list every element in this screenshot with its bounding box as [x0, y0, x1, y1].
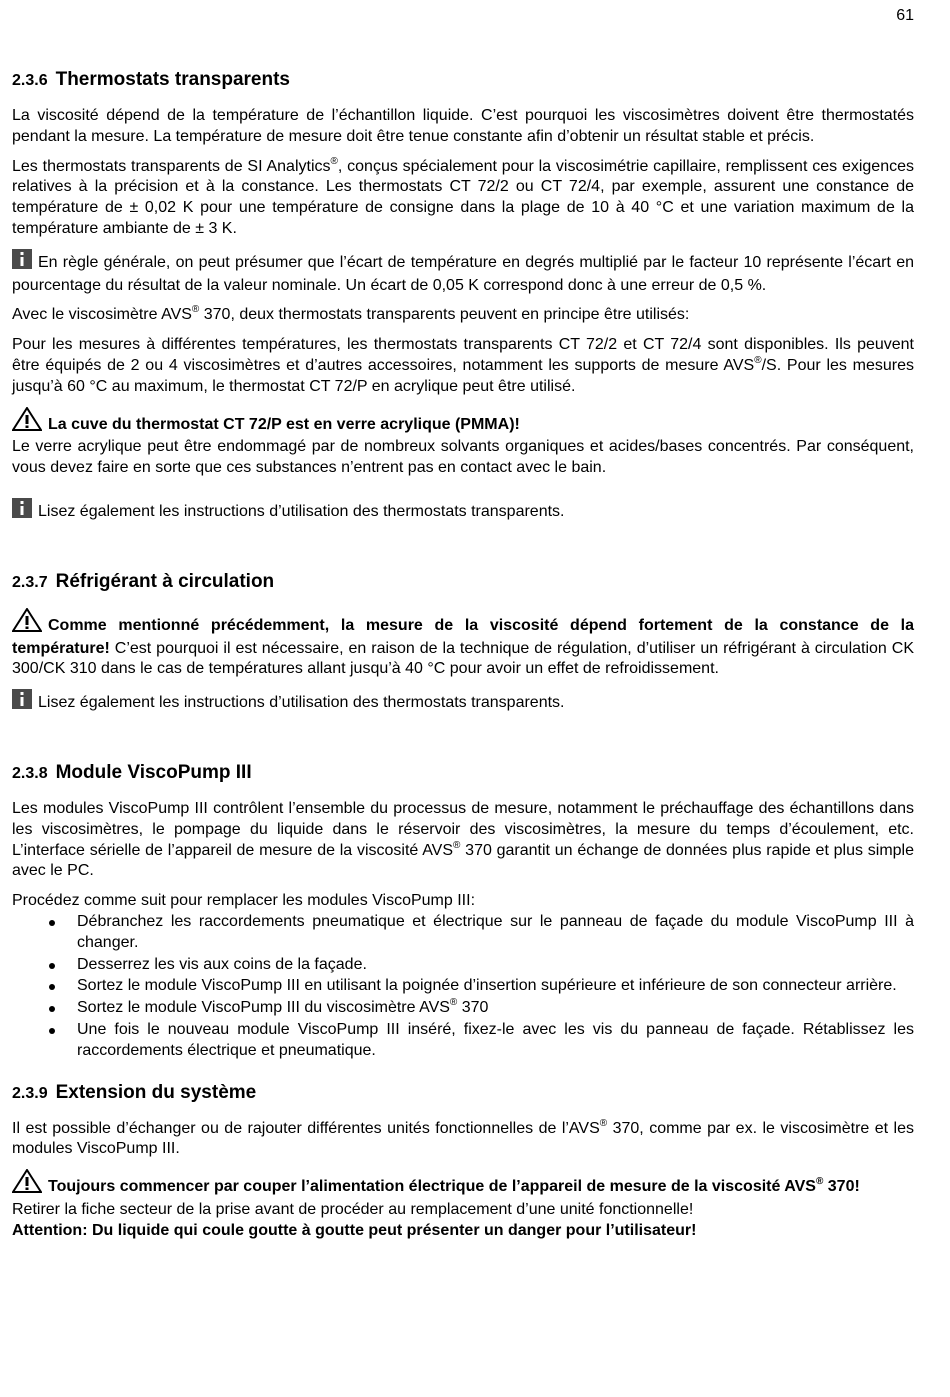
section-heading-2-3-7: [12, 570, 914, 595]
section-title: Extension du système: [55, 1081, 257, 1103]
section-number: 2.3.6: [12, 72, 48, 89]
registered-mark: ®: [599, 1117, 608, 1129]
section-title: Réfrigérant à circulation: [55, 570, 275, 592]
info-icon: [12, 689, 32, 716]
registered-mark: ®: [453, 839, 461, 851]
paragraph: Avec le viscosimètre AVS® 370, deux thermostats transparents peuvent en principe être utilisés:: [12, 304, 690, 324]
procedure: Procédez comme suit pour remplacer les modules ViscoPump III: Débranchez les raccordements pneumatique et électrique sur le panneau de façade du module ViscoPump III à changer. Desserrez les vis aux coins de la façade. Sortez le module ViscoPump III en utilisant la poignée d’insertion supérieure et inférieure de son connecteur arrière. Sortez le module ViscoPump III du viscosimètre AVS® 370 Une fois le nouveau module ViscoPump III inséré, fixez-le avec les vis du panneau de façade. Rétablissez les raccordements électrique et pneumatique.: [12, 891, 914, 1061]
section-heading-2-3-8: [12, 761, 914, 786]
registered-mark: ®: [449, 997, 458, 1009]
paragraph: Les thermostats transparents de SI Analytics®, conçus spécialement pour la viscosimétrie capillaire, remplissent ces exigences relatives à la précision et à la constance. Les thermostats CT 72/2 ou CT 72/4, par exemple, assurent une constance de température de ± 0,02 K pour une température de consigne dans la plage de 10 à 40 °C et une variation maximum de la température ambiante de ± 3 K.: [12, 155, 914, 237]
registered-mark: ®: [330, 155, 338, 167]
section-number: 2.3.8: [12, 764, 48, 782]
info-note: Lisez également les instructions d’utilisation des thermostats transparents.: [12, 498, 914, 525]
info-note: Lisez également les instructions d’utilisation des thermostats transparents.: [12, 689, 914, 716]
section-heading-2-3-6: [12, 68, 914, 93]
warning-note: Comme mentionné précédemment, la mesure de la viscosité dépend fortement de la constance de la température! C’est pourquoi il est nécessaire, en raison de la technique de régulation, d’utiliser un réfrigérant à circulation CK 300/CK 310 dans le cas de températures allant jusqu’à 40 °C pour avoir un effet de refroidissement.: [12, 608, 914, 680]
list-item: Une fois le nouveau module ViscoPump III inséré, fixez-le avec les vis du panneau de façade. Rétablissez les raccordements électrique et pneumatique.: [12, 1020, 914, 1062]
warning-note: La cuve du thermostat CT 72/P est en verre acrylique (PMMA)! Le verre acrylique peut être endommagé par de nombreux solvants organiques et acides/bases concentrés. Par conséquent, vous devez faire en sorte que ces substances n’entrent pas en contact avec le bain.: [12, 407, 914, 479]
list-item: Sortez le module ViscoPump III en utilisant la poignée d’insertion supérieure et inférieure de son connecteur arrière.: [12, 976, 914, 997]
section-heading-2-3-9: [12, 1081, 914, 1106]
list-item: Desserrez les vis aux coins de la façade.: [12, 955, 914, 976]
list-item: Sortez le module ViscoPump III du viscosimètre AVS® 370: [12, 998, 914, 1019]
page-number: 61: [896, 7, 914, 24]
registered-mark: ®: [191, 304, 200, 316]
warning-note: Toujours commencer par couper l’alimentation électrique de l’appareil de mesure de la viscosité AVS® 370! Retirer la fiche secteur de la prise avant de procéder au remplacement d’une unité fonctionnelle! Attention: Du liquide qui coule goutte à goutte peut présenter un danger pour l’utilisateur!: [12, 1169, 914, 1241]
paragraph: Pour les mesures à différentes températures, les thermostats transparents CT 72/2 et CT 72/4 sont disponibles. Ils peuvent être équipés de 2 ou 4 viscosimètres et d’autres accessoires, notamment les supports de mesure AVS®/S. Pour les mesures jusqu’à 60 °C au maximum, le thermostat CT 72/P en acrylique peut être utilisé.: [12, 336, 915, 395]
document-body: [12, 68, 914, 1250]
paragraph: Il est possible d’échanger ou de rajouter différentes unités fonctionnelles de l’AVS® 370, comme par ex. le viscosimètre et les modules ViscoPump III.: [12, 1117, 915, 1158]
info-note: En règle générale, on peut présumer que l’écart de température en degrés multiplié par le facteur 10 représente l’écart en pourcentage du résultat de la valeur nominale. Un écart de 0,05 K correspond donc à une erreur de 0,5 %.: [12, 249, 914, 297]
attention-note: Attention: Du liquide qui coule goutte à goutte peut présenter un danger pour l’utilisateur!: [12, 1221, 697, 1239]
registered-mark: ®: [754, 354, 762, 366]
section-number: 2.3.7: [12, 573, 48, 591]
paragraph: Les modules ViscoPump III contrôlent l’ensemble du processus de mesure, notamment le préchauffage des échantillons dans les viscosimètres, le pompage du liquide dans le réservoir des viscosimètres, la mesure du temps d’écoulement, etc. L’interface sérielle de l’appareil de mesure de la viscosité AVS® 370 garantit un échange de données plus rapide et plus simple avec le PC.: [12, 799, 914, 880]
info-icon: [12, 498, 32, 525]
warning-icon: [12, 1169, 42, 1200]
section-number: 2.3.9: [12, 1084, 48, 1102]
info-icon: [12, 249, 32, 276]
warning-icon: [12, 608, 42, 639]
paragraph: La viscosité dépend de la température de l’échantillon liquide. C’est pourquoi les viscosimètres doivent être thermostatés pendant la mesure. La température de mesure doit être tenue constante afin d’obtenir un résultat stable et précis.: [12, 107, 914, 145]
registered-mark: ®: [815, 1176, 824, 1188]
list-item: Débranchez les raccordements pneumatique et électrique sur le panneau de façade du module ViscoPump III à changer.: [12, 912, 914, 954]
bullet-list: [12, 912, 914, 1062]
section-title: Thermostats transparents: [55, 69, 290, 90]
warning-icon: [12, 407, 42, 438]
section-title: Module ViscoPump III: [55, 761, 252, 783]
